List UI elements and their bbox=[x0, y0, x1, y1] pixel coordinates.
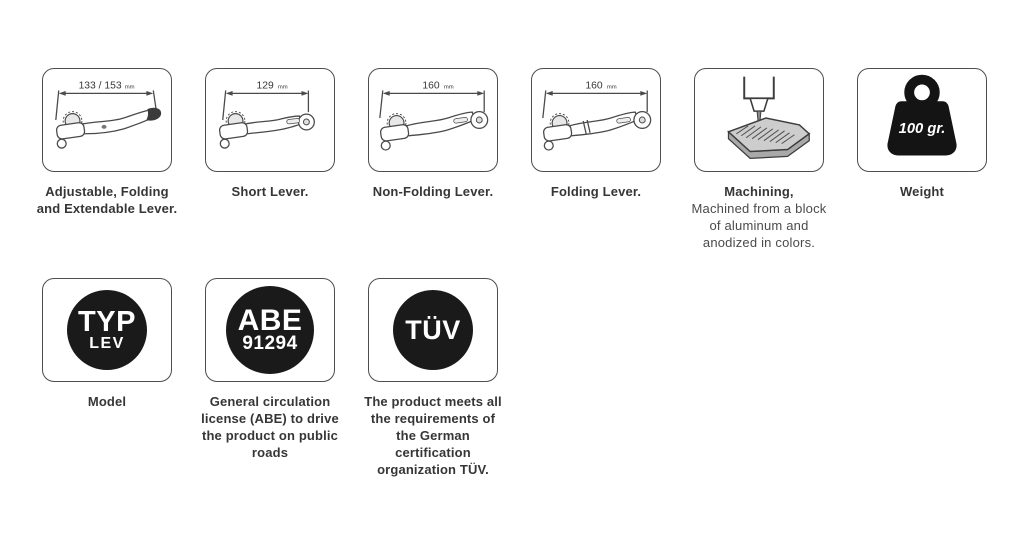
feature-row-2 bbox=[42, 278, 987, 478]
svg-text:129: 129 bbox=[256, 80, 274, 92]
model-badge-box bbox=[42, 278, 172, 382]
card-folding-lever bbox=[531, 68, 661, 200]
adjustable-lever-caption: Adjustable, Folding and Extendable Lever. bbox=[36, 184, 178, 216]
short-lever-caption: Short Lever. bbox=[231, 184, 309, 199]
abe-badge-box bbox=[205, 278, 335, 382]
non-folding-lever-caption: Non-Folding Lever. bbox=[372, 184, 494, 199]
folding-lever-caption: Folding Lever. bbox=[550, 184, 642, 199]
svg-text:160: 160 bbox=[422, 80, 440, 92]
tuv-badge-box bbox=[368, 278, 498, 382]
short-lever-image bbox=[205, 68, 335, 172]
adjustable-extendable-lever-icon bbox=[43, 68, 171, 172]
card-adjustable-lever bbox=[36, 68, 178, 217]
folding-lever-image bbox=[531, 68, 661, 172]
non-folding-lever-image bbox=[368, 68, 498, 172]
card-non-folding-lever bbox=[368, 68, 498, 200]
svg-text:mm: mm bbox=[124, 84, 135, 91]
abe-91294-badge: ABE 91294 bbox=[226, 286, 314, 374]
svg-text:133 / 153: 133 / 153 bbox=[78, 80, 122, 92]
card-tuv-certification bbox=[364, 278, 502, 478]
tuv-badge: TÜV bbox=[393, 290, 473, 370]
card-model bbox=[42, 278, 172, 410]
typ-lev-badge: TYP LEV bbox=[67, 290, 147, 370]
weight-icon bbox=[858, 68, 986, 172]
feature-grid bbox=[36, 68, 987, 478]
card-weight bbox=[857, 68, 987, 200]
model-caption: Model bbox=[87, 394, 127, 409]
card-abe-license bbox=[201, 278, 339, 461]
folding-lever-icon bbox=[532, 68, 660, 172]
card-short-lever bbox=[205, 68, 335, 200]
cnc-machining-icon bbox=[695, 68, 823, 172]
machining-caption: Machining, Machined from a block of aluminum and anodized in colors. bbox=[691, 184, 827, 250]
weight-caption: Weight bbox=[900, 184, 944, 199]
short-lever-icon bbox=[206, 68, 334, 172]
svg-text:100 gr.: 100 gr. bbox=[898, 120, 946, 137]
abe-license-caption: General circulation license (ABE) to drive the product on public roads bbox=[201, 394, 339, 460]
machining-image bbox=[694, 68, 824, 172]
card-machining bbox=[691, 68, 827, 251]
tuv-certification-caption: The product meets all the requirements of the German certification organization TÜV. bbox=[364, 394, 502, 477]
svg-text:mm: mm bbox=[277, 84, 288, 91]
svg-text:mm: mm bbox=[606, 84, 617, 91]
svg-text:mm: mm bbox=[443, 84, 454, 91]
adjustable-lever-image bbox=[42, 68, 172, 172]
weight-image bbox=[857, 68, 987, 172]
non-folding-lever-icon bbox=[369, 68, 497, 172]
feature-row-1 bbox=[36, 68, 987, 251]
svg-text:160: 160 bbox=[585, 80, 603, 92]
